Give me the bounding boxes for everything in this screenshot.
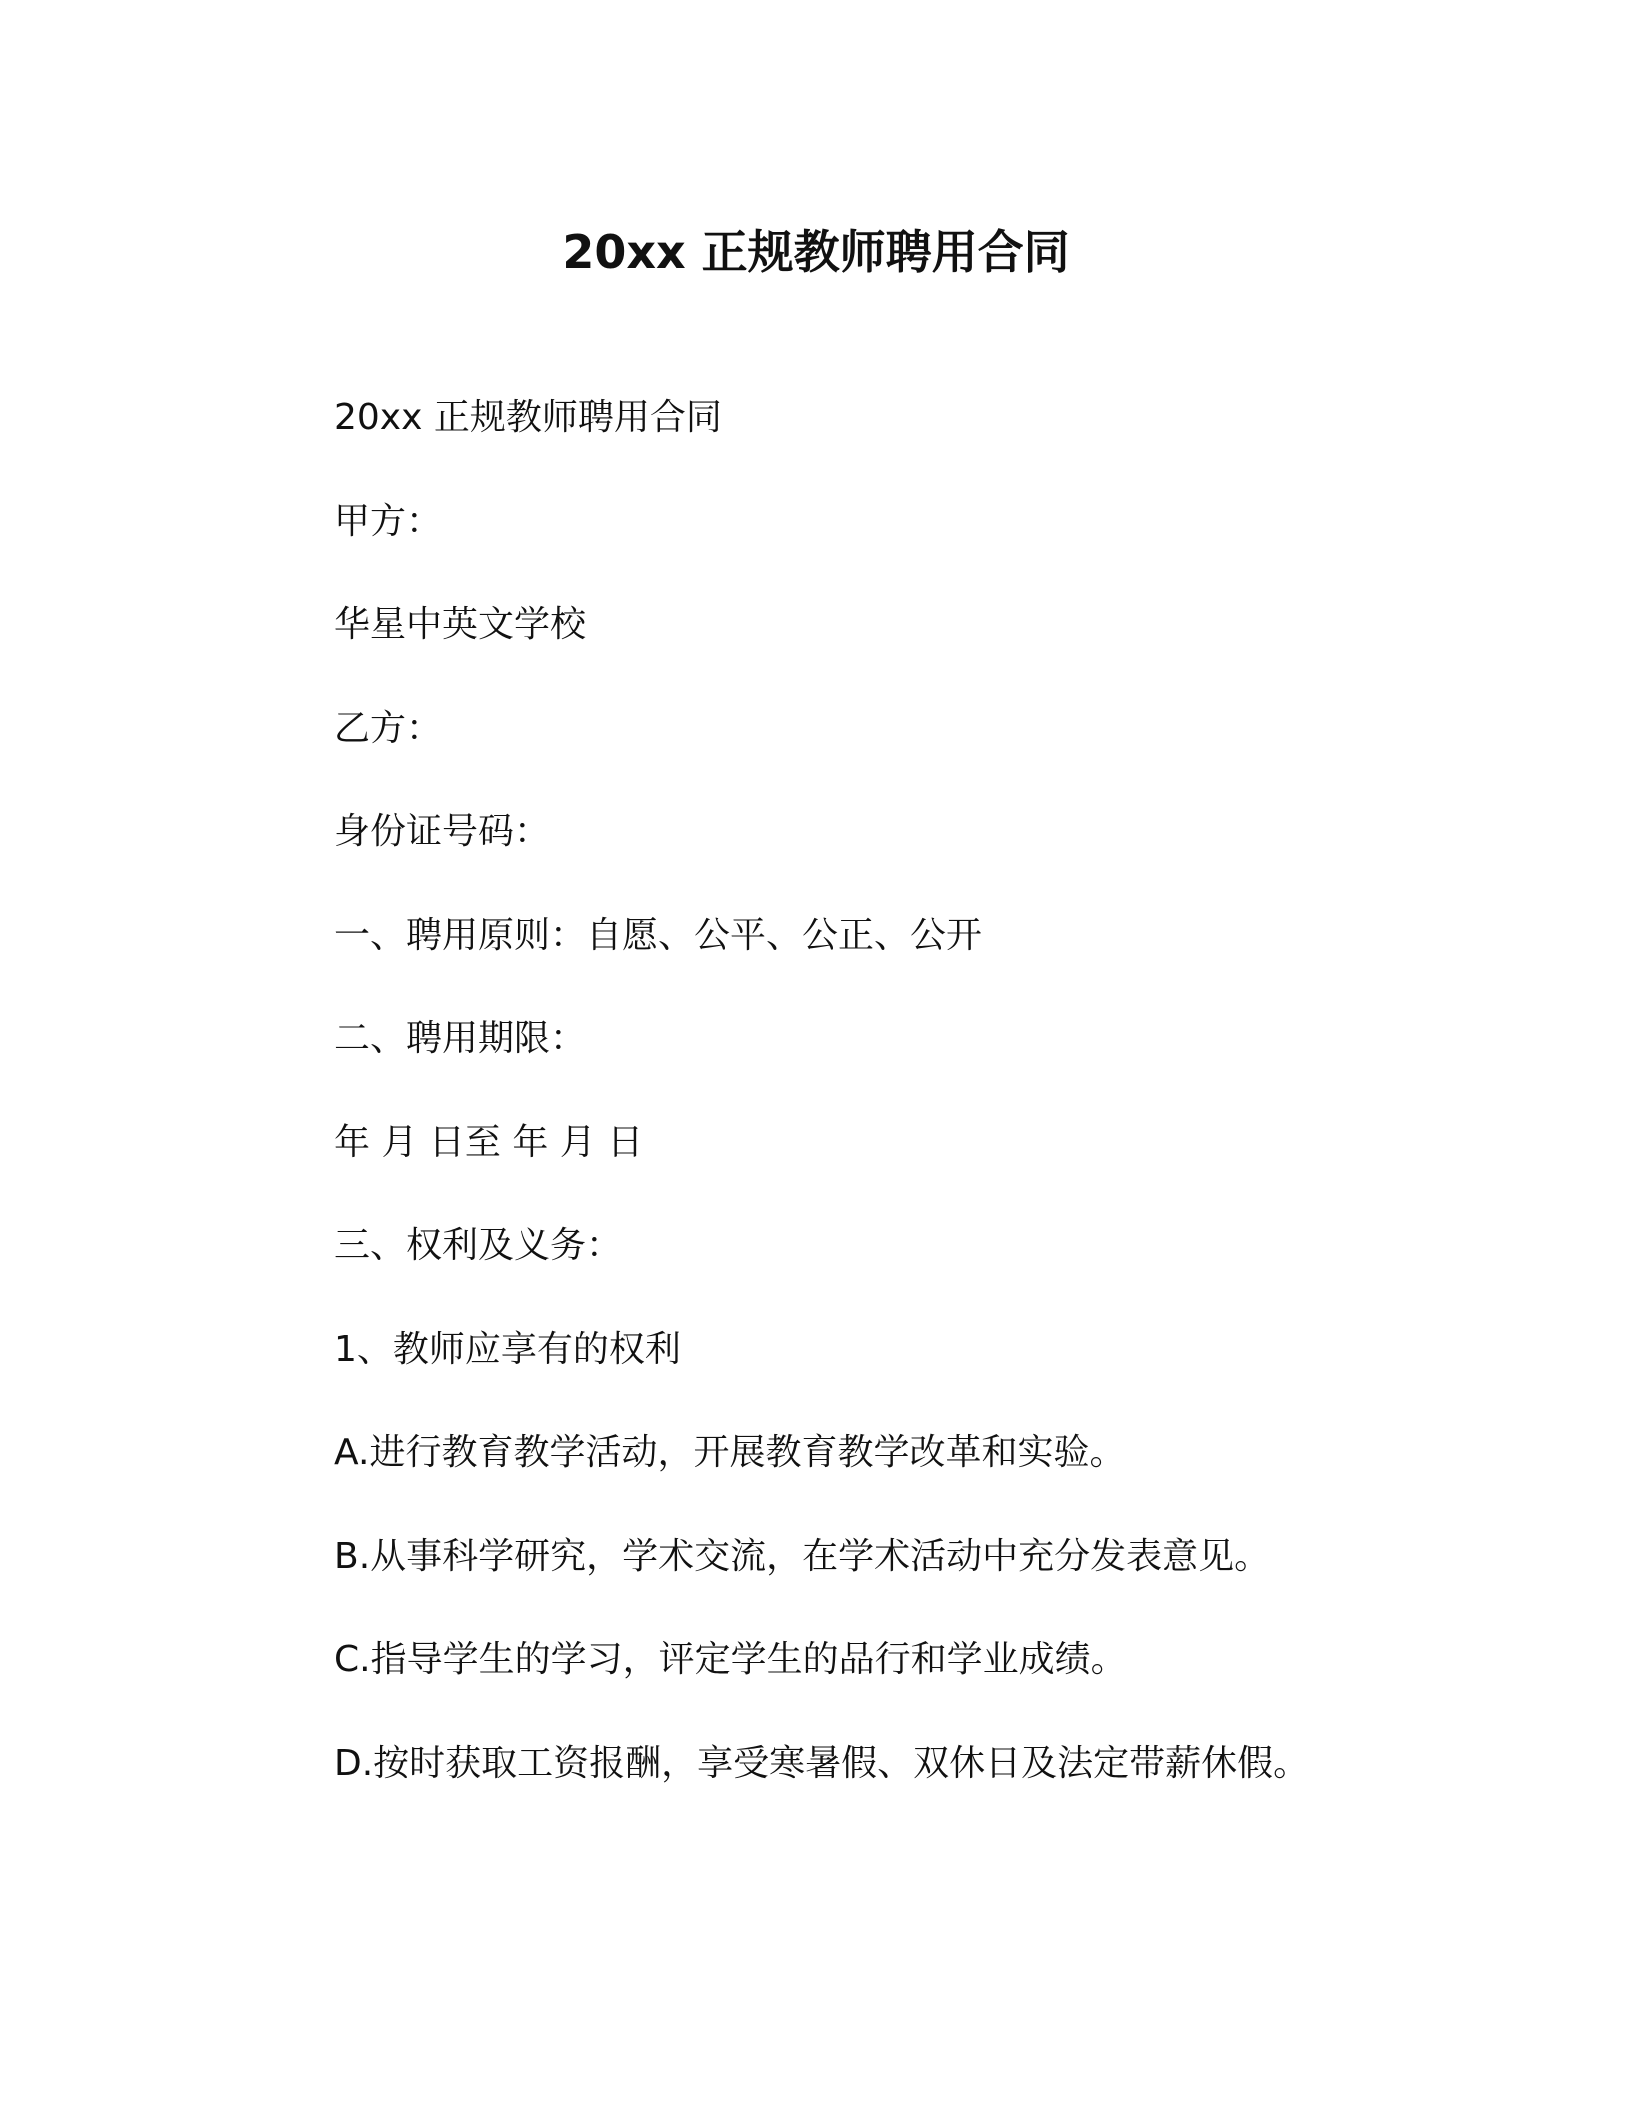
section-2-term: 二、聘用期限：	[334, 1018, 587, 1059]
term-dates: 年 月 日至 年 月 日	[334, 1121, 644, 1163]
party-a-name: 华星中英文学校	[334, 604, 587, 645]
subtitle-line: 20xx 正规教师聘用合同	[334, 397, 722, 438]
right-item-d: D.按时获取工资报酬，享受寒暑假、双休日及法定带薪休假。	[334, 1742, 1310, 1784]
section-3-rights-duties: 三、权利及义务：	[334, 1225, 623, 1266]
right-item-a: A.进行教育教学活动，开展教育教学改革和实验。	[334, 1432, 1126, 1473]
right-item-b: B.从事科学研究，学术交流，在学术活动中充分发表意见。	[334, 1535, 1271, 1577]
subsection-1-teacher-rights: 1、教师应享有的权利	[334, 1328, 681, 1370]
party-a-label: 甲方：	[334, 500, 443, 542]
party-b-label: 乙方：	[334, 707, 443, 749]
section-1-principles: 一、聘用原则：自愿、公平、公正、公开	[334, 914, 983, 956]
document-title: 20xx 正规教师聘用合同	[562, 225, 1070, 279]
id-number-label: 身份证号码：	[334, 811, 551, 852]
document-body	[334, 392, 1434, 1841]
right-item-c: C.指导学生的学习，评定学生的品行和学业成绩。	[334, 1639, 1127, 1680]
